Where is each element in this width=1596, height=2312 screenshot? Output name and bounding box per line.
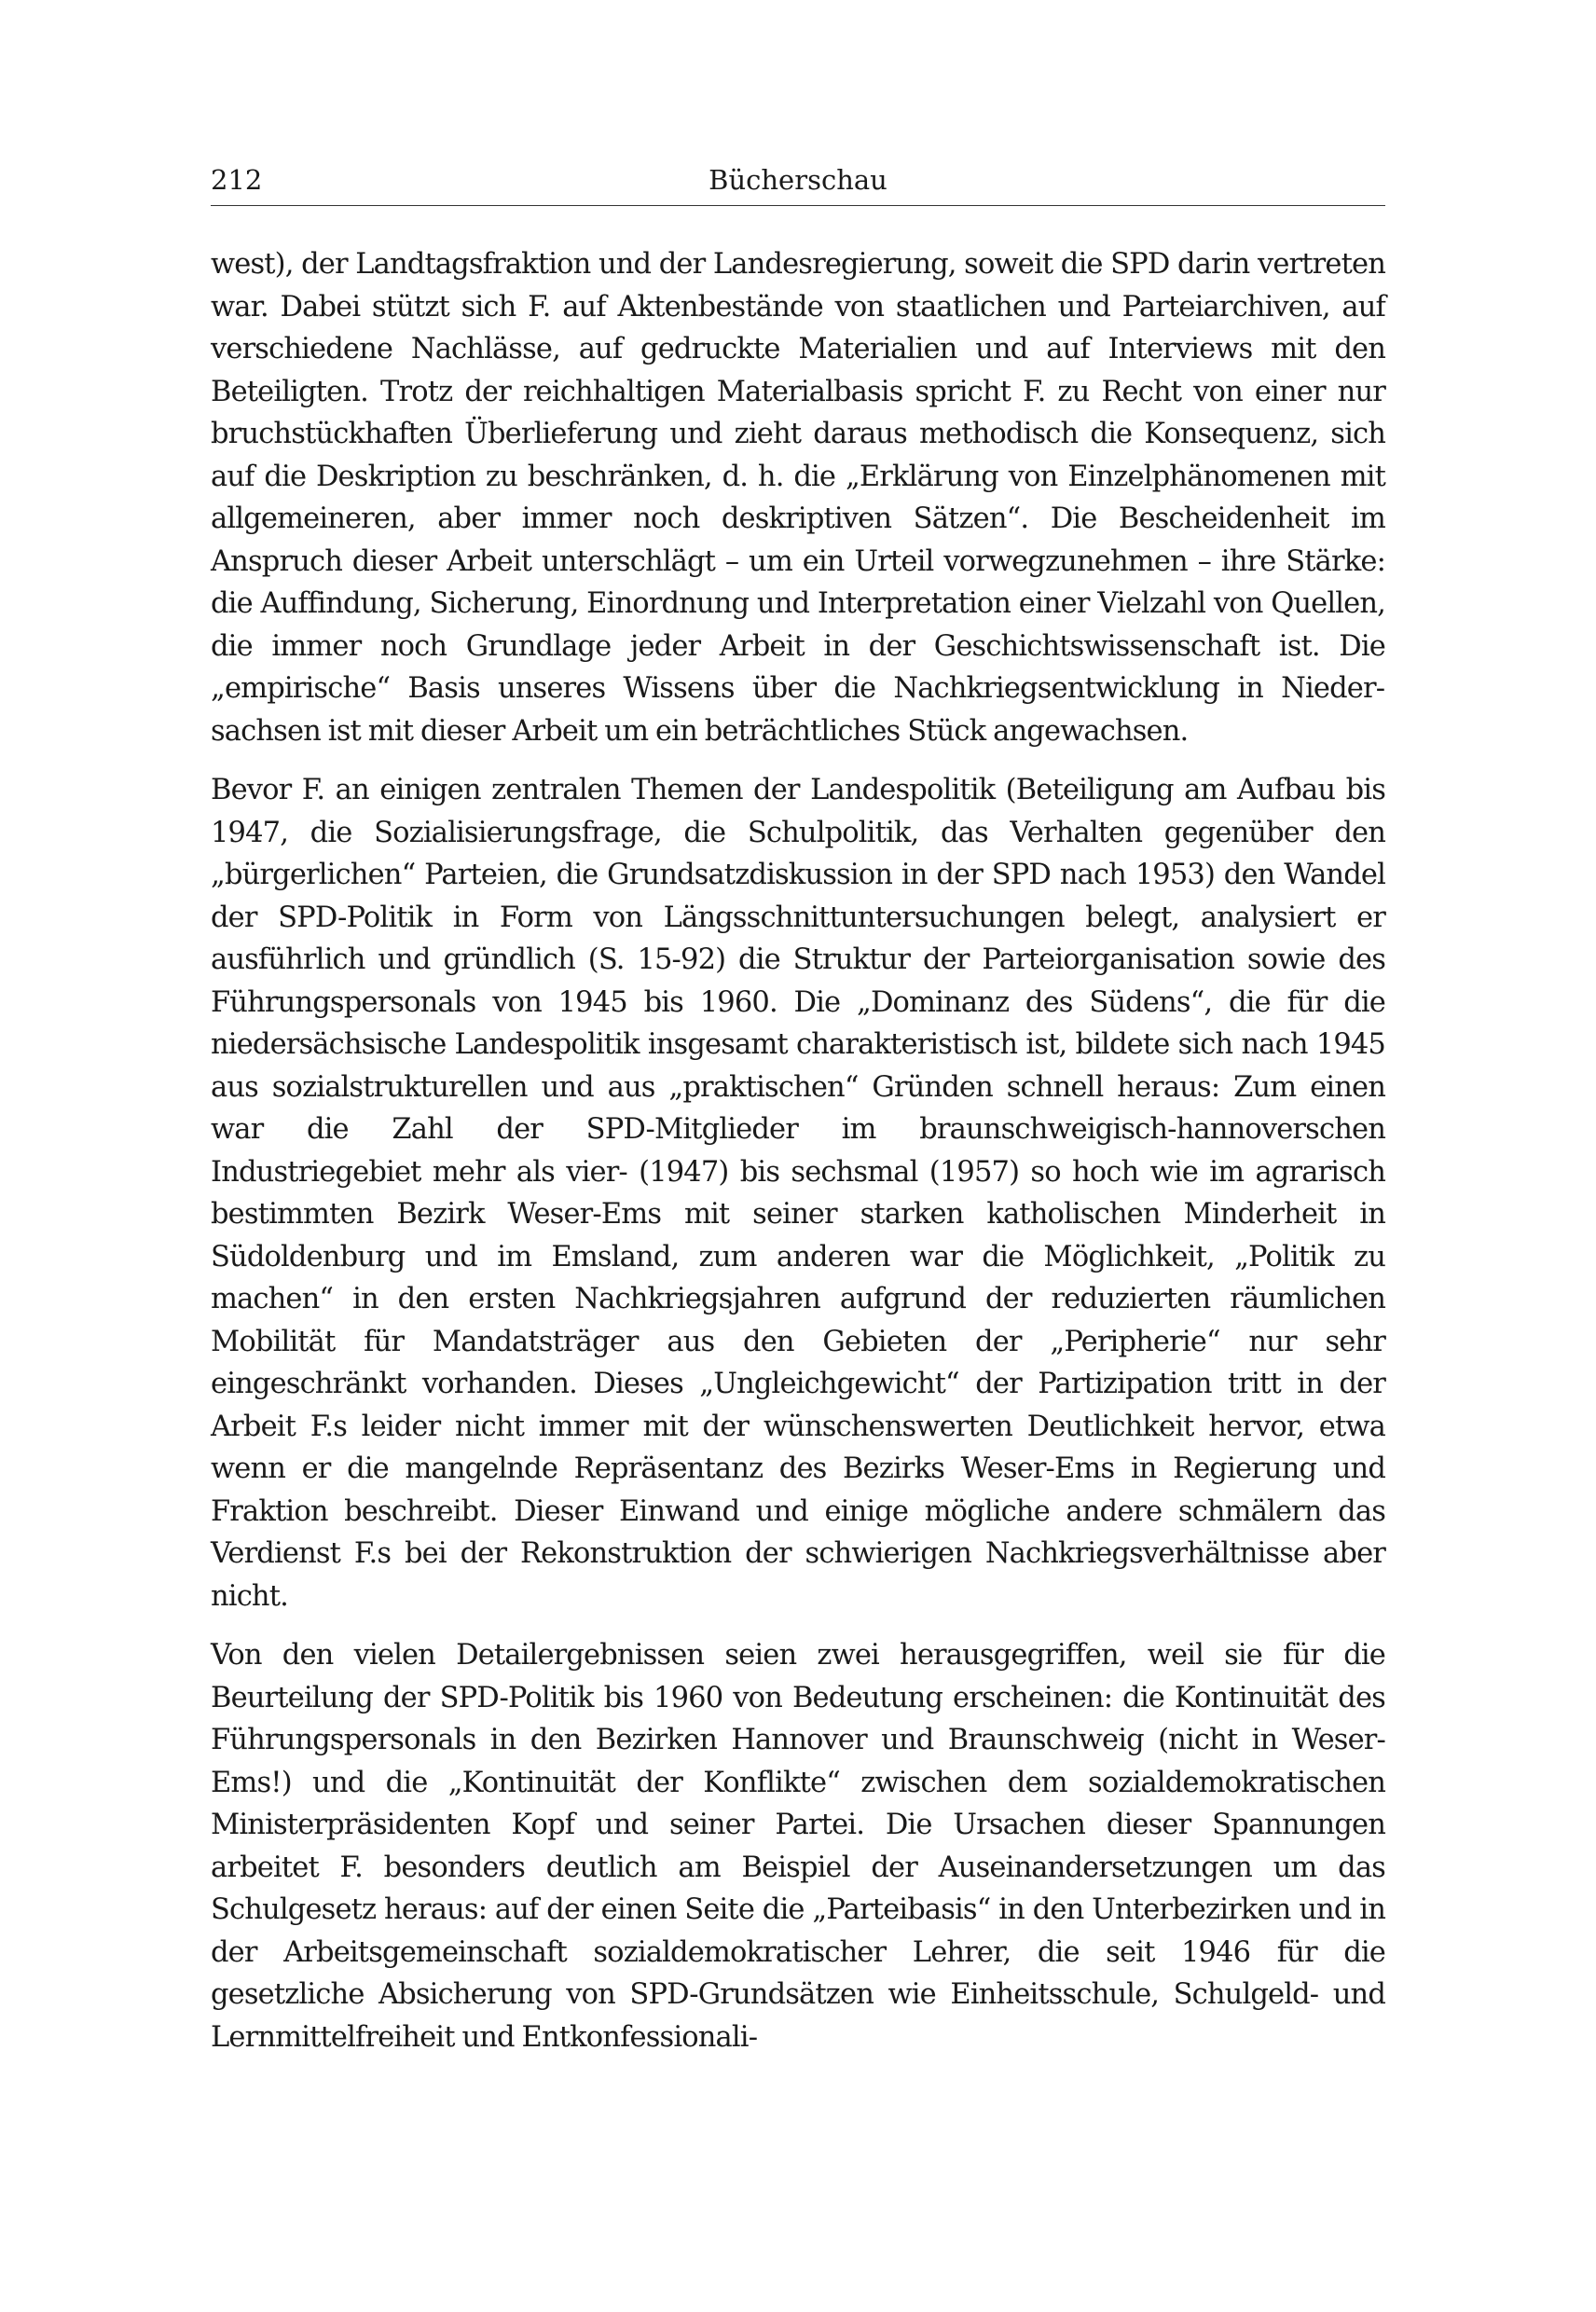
paragraph-3: Von den vielen Detailergebnissen seien zwei herausgegriffen, weil sie für die Beurteilung der SPD-Politik bis 1960 von Bedeutung erscheinen: die Kontinuität des Führungspersonals in den Bezirken Hannover und Braunschweig (nicht in Weser-Ems!) und die „Kontinuität der Konflikte“ zwischen dem sozialdemokratischen Ministerpräsidenten Kopf und seiner Partei. Die Ursachen dieser Spannungen arbeitet F. besonders deutlich am Beispiel der Auseinandersetzungen um das Schulgesetz heraus: auf der einen Seite die „Parteibasis“ in den Unterbezirken und in der Arbeitsgemeinschaft sozialdemokratischer Lehrer, die seit 1946 für die gesetzliche Absicherung von SPD-Grundsätzen wie Einheitsschule, Schulgeld- und Lernmittelfreiheit und Entkonfessionali- bbox=[211, 1639, 1385, 2054]
paragraph-2: Bevor F. an einigen zentralen Themen der Landespolitik (Beteiligung am Aufbau bis 1947, die Sozialisierungsfrage, die Schulpolitik, das Verhalten gegenüber den „bürgerlichen“ Parteien, die Grundsatzdiskussion in der SPD nach 1953) den Wandel der SPD-Politik in Form von Längsschnittuntersuchungen belegt, analysiert er ausführlich und gründlich (S. 15-92) die Struktur der Parteiorganisation sowie des Führungspersonals von 1945 bis 1960. Die „Dominanz des Südens“, die für die niedersächsische Landespolitik insgesamt charakteristisch ist, bildete sich nach 1945 aus sozialstrukturellen und aus „praktischen“ Gründen schnell heraus: Zum einen war die Zahl der SPD-Mitglieder im braunschweigisch-hannoverschen Industriegebiet mehr als vier- (1947) bis sechsmal (1957) so hoch wie im agrarisch bestimmten Bezirk Weser-Ems mit seiner starken katholischen Minderheit in Südoldenburg und im Emsland, zum anderen war die Möglichkeit, „Politik zu machen“ in den ersten Nachkriegsjahren aufgrund der reduzierten räumlichen Mobilität für Mandatsträger aus den Gebieten der „Peripherie“ nur sehr eingeschränkt vorhanden. Dieses „Ungleichgewicht“ der Partizipation tritt in der Arbeit F.s leider nicht immer mit der wünschenswerten Deutlichkeit hervor, etwa wenn er die mangelnde Repräsentanz des Bezirks Weser-Ems in Regierung und Fraktion beschreibt. Dieser Einwand und einige mögliche andere schmälern das Verdienst F.s bei der Rekonstruktion der schwierigen Nachkriegsverhältnisse aber nicht. bbox=[211, 774, 1385, 1613]
running-header bbox=[211, 157, 1385, 206]
page-number: 212 bbox=[211, 164, 263, 196]
body-text bbox=[211, 243, 1385, 2058]
page bbox=[211, 157, 1385, 2058]
running-title: Bücherschau bbox=[709, 164, 887, 196]
paragraph-1: west), der Landtagsfraktion und der Landesregierung, soweit die SPD darin vertreten war. Dabei stützt sich F. auf Aktenbestände von staatlichen und Parteiarchiven, auf verschiedene Nachlässe, auf gedruckte Materialien und auf Interviews mit den Beteiligten. Trotz der reichhaltigen Materialbasis spricht F. zu Recht von einer nur bruchstückhaften Überlieferung und zieht daraus methodisch die Konsequenz, sich auf die Deskription zu beschränken, d. h. die „Erklärung von Einzelphänomenen mit allgemeineren, aber immer noch deskriptiven Sätzen“. Die Bescheidenheit im Anspruch dieser Arbeit unterschlägt – um ein Urteil vorwegzunehmen – ihre Stärke: die Auffindung, Sicherung, Einordnung und Interpretation einer Vielzahl von Quellen, die immer noch Grundlage jeder Arbeit in der Geschichtswissenschaft ist. Die „empirische“ Basis unseres Wissens über die Nachkriegsentwicklung in Niedersachsen ist mit dieser Arbeit um ein beträchtliches Stück angewachsen. bbox=[211, 248, 1385, 748]
